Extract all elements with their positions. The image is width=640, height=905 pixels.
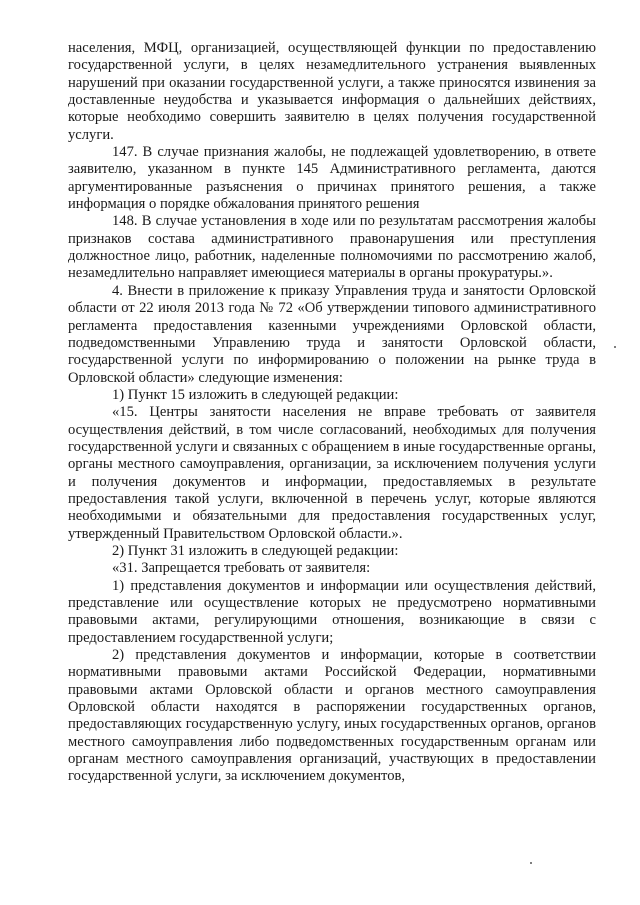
paragraph-clause-15: «15. Центры занятости населения не вправе требовать от заявителя осуществления действий, в том числе согласований, необходимых для получения государственной услуги и связанных с обращением в иные государственные органы, органы местного самоуправления, организации, за исключением получения услуги и получения документов и информации, предоставляемых в результате предоставления такой услуги, включенной в перечень услуг, которые являются необходимыми и обязательными для предоставления государственных услуг, утвержденный Правительством Орловской области.». [68,404,596,542]
paragraph-146-continuation: населения, МФЦ, организацией, осуществляющей функции по предоставлению государственной услуги, в целях незамедлительного устранения выявленных нарушений при оказании государственной услуги, а также приносятся извинения за доставленные неудобства и указывается информация о дальнейших действиях, которые необходимо совершить заявителю в целях получения государственной услуги. [68,40,596,143]
paragraph-clause-31-item-2: 2) представления документов и информации, которые в соответствии нормативными правовыми актами Российской Федерации, нормативными правовыми актами Орловской области и органов местного самоуправления Орловской области находятся в распоряжении государственных органов, предоставляющих государственную услугу, иных государственных органов, органов местного самоуправления либо подведомственных государственным органам или органам местного самоуправления организаций, участвующих в предоставлении государственной услуги, за исключением документов, [68,647,596,785]
paragraph-148: 148. В случае установления в ходе или по результатам рассмотрения жалобы признаков состава административного правонарушения или преступления должностное лицо, работник, наделенные полномочиями по рассмотрению жалоб, незамедлительно направляет имеющиеся материалы в органы прокуратуры.». [68,213,596,282]
scan-speck [614,346,616,348]
paragraph-subitem-1: 1) Пункт 15 изложить в следующей редакции: [112,386,399,403]
document-body [68,40,596,786]
paragraph-item-4: 4. Внести в приложение к приказу Управления труда и занятости Орловской области от 22 июля 2013 года № 72 «Об утверждении типового административного регламента предоставления казенными учреждениями Орловской области, подведомственными Управлению труда и занятости Орловской области, государственной услуги по информированию о положении на рынке труда в Орловской области» следующие изменения: [68,282,596,386]
paragraph-clause-31-item-1: 1) представления документов и информации или осуществления действий, представление или осуществление которых не предусмотрено нормативными правовыми актами, регулирующими отношения, возникающие в связи с предоставлением государственной услуги; [68,577,596,646]
scan-speck [530,862,532,864]
paragraph-147: 147. В случае признания жалобы, не подлежащей удовлетворению, в ответе заявителю, указанном в пункте 145 Административного регламента, даются аргументированные разъяснения о причинах принятого решения, а также информация о порядке обжалования принятого решения [68,144,596,213]
paragraph-clause-31: «31. Запрещается требовать от заявителя: [112,560,371,577]
paragraph-subitem-2: 2) Пункт 31 изложить в следующей редакции: [112,542,399,559]
